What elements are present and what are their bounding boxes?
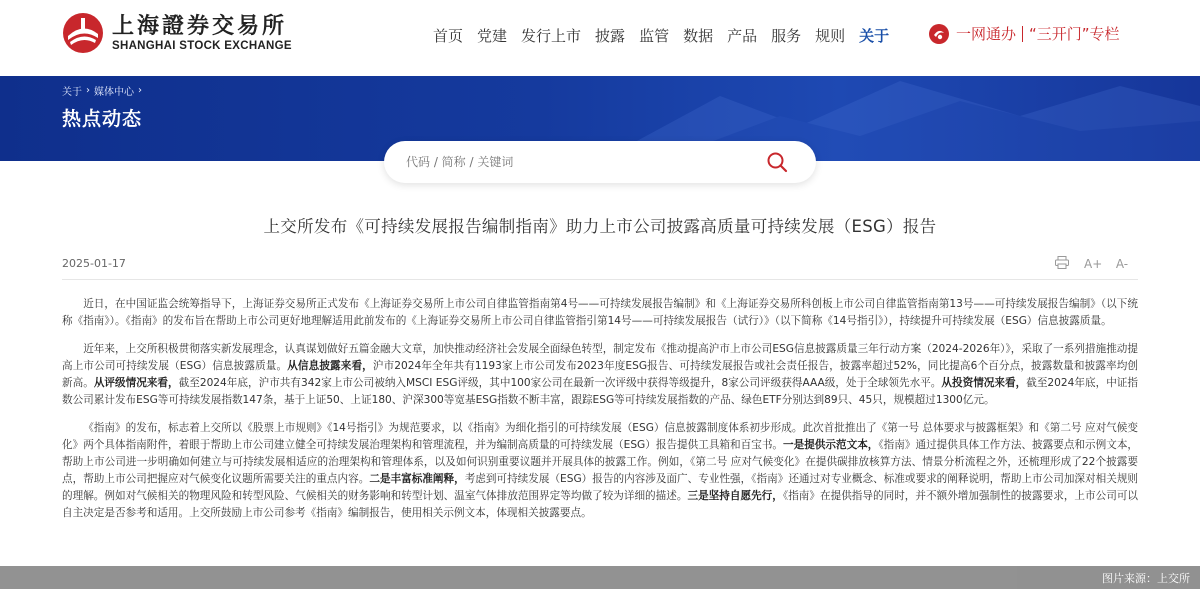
article-paragraph-1: 近日，在中国证监会统筹指导下，上海证券交易所正式发布《上海证券交易所上市公司自律监管指南第4号——可持续发展报告编制》和《上海证券交易所科创板上市公司自律监管指南第13号——可持续发展报告编制》（以下统称《指南》）。《指南》的发布旨在帮助上市公司更好地理解适用此前发布的《上海证券交易所上市公司自律监管指引第14号——可持续发展报告（试行）》（以下简称《14号指引》），持续提升可持续发展（ESG）信息披露质量。 xyxy=(62,298,1138,327)
logo-chinese-name: 上海證券交易所 xyxy=(112,13,288,39)
nav-item-rules[interactable]: 规则 xyxy=(815,27,846,45)
sankai-link[interactable]: “三开门”专栏 xyxy=(1029,25,1120,43)
paragraph-text: 截至2024年底，中证指数公司累计发布ESG等可持续发展指数147条，基于上证50、上证180、沪深300等宽基ESG指数不断丰富，跟踪ESG等可持续发展指数的产品、绿色ETF分别达到89只、45只，规模超过1300亿元。 xyxy=(62,377,1138,406)
paragraph-text: 《指南》通过提供具体工作方法、披露要点和示例文本，帮助上市公司进一步明确如何建立与可持续发展相适应的治理架构和管理体系，以及如何识别重要议题并开展具体的披露工作。例如，《第二号 应对气候变化》在提供碳排放核算方法、情景分析流程之外，还梳理形成了22个披露要点，帮助上市公司把握应对气候变化议题所需要关注的重点内容。 xyxy=(62,439,1139,485)
paragraph-text: 近年来，上交所积极贯彻落实新发展理念，认真谋划做好五篇金融大文章，加快推动经济社会发展全面绿色转型，制定发布《推动提高沪市上市公司ESG信息披露质量三年行动方案（2024-2026年）》，采取了一系列措施推动提高上市公司可持续发展（ESG）信息披露质量。 xyxy=(62,343,1138,372)
nav-item-home[interactable]: 首页 xyxy=(433,27,464,45)
paragraph-emphasis: 从评级情况来看， xyxy=(93,377,179,389)
paragraph-text: 截至2024年底，沪市共有342家上市公司被纳入MSCI ESG评级，其中100家公司在最新一次评级中获得等级提升，8家公司评级获得AAA级，处于全球领先水平。 xyxy=(178,377,942,389)
nav-item-listing[interactable]: 发行上市 xyxy=(521,27,582,45)
logo-english-name: SHANGHAI STOCK EXCHANGE xyxy=(112,40,292,52)
nav-item-disclosure[interactable]: 披露 xyxy=(595,27,626,45)
paragraph-text: 沪市2024年全年共有1193家上市公司发布2023年度ESG报告、可持续发展报告或社会责任报告，披露率超过52%，同比提高6个百分点，披露数量和披露率均创新高。 xyxy=(62,360,1138,389)
article-meta xyxy=(62,256,1138,274)
main-nav xyxy=(433,24,896,48)
breadcrumb xyxy=(62,83,142,98)
article-title: 上交所发布《可持续发展报告编制指南》助力上市公司披露高质量可持续发展（ESG）报告 xyxy=(263,217,937,236)
nav-item-data[interactable]: 数据 xyxy=(683,27,714,45)
header-right-links xyxy=(928,22,1120,46)
nav-item-services[interactable]: 服务 xyxy=(771,27,802,45)
paragraph-emphasis: 三是坚持自愿先行， xyxy=(687,490,783,502)
article-date: 2025-01-17 xyxy=(62,257,126,270)
article-tools xyxy=(1054,256,1130,272)
page-title: 热点动态 xyxy=(62,108,143,130)
paragraph-emphasis: 二是丰富标准阐释， xyxy=(369,473,465,485)
image-source-label: 图片来源：上交所 xyxy=(1102,572,1190,585)
paragraph-emphasis: 从投资情况来看， xyxy=(941,377,1027,389)
search-box xyxy=(384,141,816,183)
chevron-right-icon: › xyxy=(138,85,142,96)
search-icon[interactable] xyxy=(766,151,788,173)
paragraph-text: 考虑到可持续发展（ESG）报告的内容涉及面广、专业性强，《指南》还通过对专业概念、标准或要求的阐释说明，帮助上市公司加深对相关规则的理解。例如对气候相关的物理风险和转型风险、气候相关的财务影响和转型计划、温室气体排放范围界定等均做了较为详细的描述。 xyxy=(62,473,1139,502)
breadcrumb-about[interactable]: 关于 xyxy=(62,87,82,98)
paragraph-emphasis: 从信息披露来看， xyxy=(287,360,373,372)
nav-item-party[interactable]: 党建 xyxy=(477,27,508,45)
header-divider xyxy=(1022,26,1023,42)
article-body xyxy=(62,296,1138,533)
search-input[interactable] xyxy=(406,152,766,172)
sse-logo-icon xyxy=(62,12,104,54)
paragraph-emphasis: 一是提供示范文本， xyxy=(783,439,879,451)
font-increase-button[interactable]: A+ xyxy=(1084,257,1103,271)
paragraph-text: 《指南》在提供指导的同时，并不额外增加强制性的披露要求，上市公司可以自主决定是否参考和适用。上交所鼓励上市公司参考《指南》编制报告，使用相关示例文本，体现相关披露要点。 xyxy=(62,490,1139,519)
image-source-bar xyxy=(0,566,1200,589)
yiwang-icon xyxy=(928,23,950,45)
breadcrumb-media-center[interactable]: 媒体中心 xyxy=(94,87,134,98)
chevron-right-icon: › xyxy=(86,85,90,96)
font-decrease-button[interactable]: A- xyxy=(1115,257,1129,271)
site-header xyxy=(0,0,1200,76)
nav-item-about[interactable]: 关于 xyxy=(859,27,890,45)
nav-item-products[interactable]: 产品 xyxy=(727,27,758,45)
divider xyxy=(62,279,1138,280)
nav-item-regulation[interactable]: 监管 xyxy=(639,27,670,45)
paragraph-text: 《指南》的发布，标志着上交所以《股票上市规则》《14号指引》为规范要求，以《指南》为细化指引的可持续发展（ESG）信息披露制度体系初步形成。此次首批推出了《第一号 总体要求与披露框架》和《第二号 应对气候变化》两个具体指南附件，着眼于帮助上市公司建立健全可持续发展治理架构和管理流程，并为编制高质量的可持续发展（ESG）报告提供工具箱和百宝书。 xyxy=(62,422,1138,451)
article-paragraph-3 xyxy=(62,420,1138,522)
site-logo[interactable] xyxy=(62,12,292,54)
article-paragraph-2 xyxy=(62,341,1138,409)
print-icon[interactable] xyxy=(1054,256,1070,272)
yiwang-link[interactable]: 一网通办 xyxy=(956,25,1017,43)
